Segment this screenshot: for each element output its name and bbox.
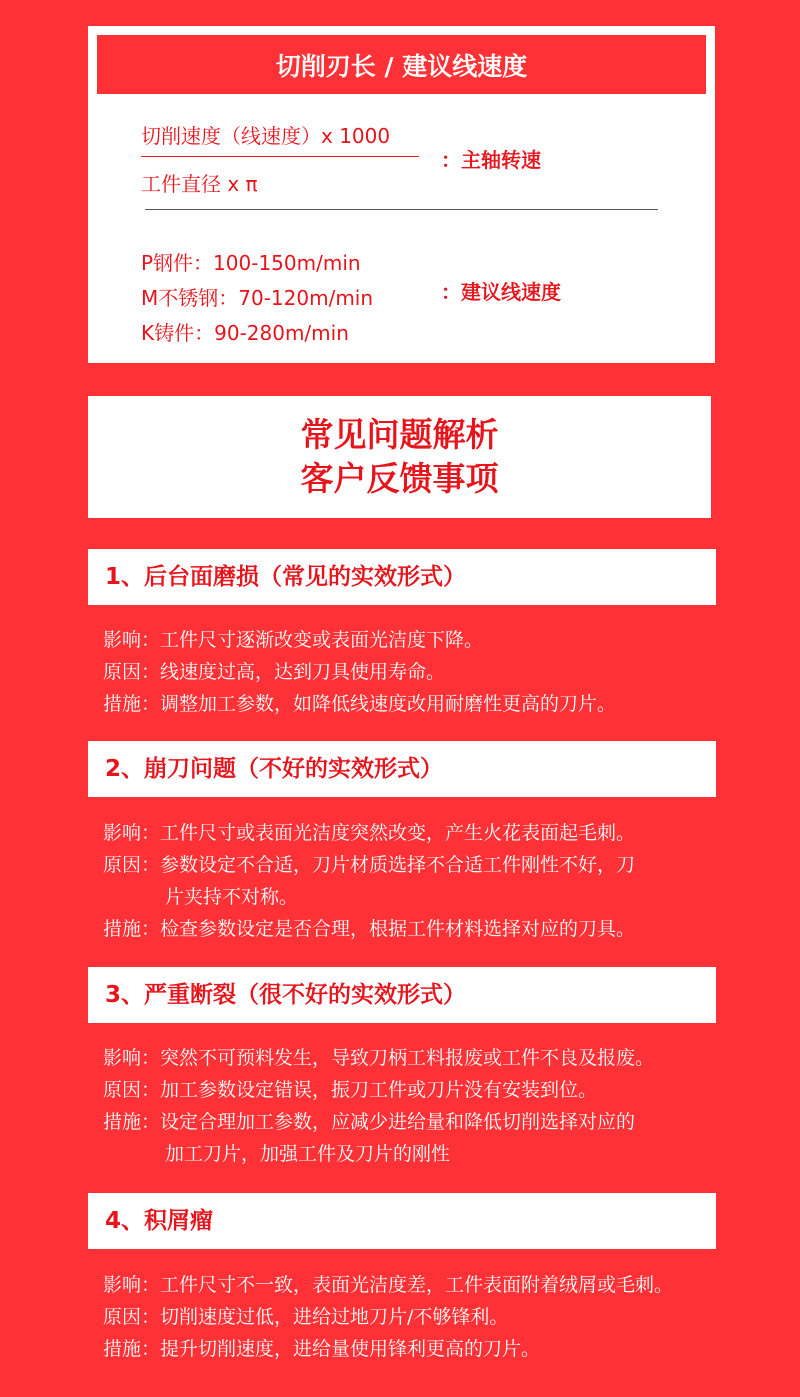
section-2-line: 影响：工件尺寸或表面光洁度突然改变，产生火花表面起毛刺。 xyxy=(103,822,636,844)
section-4-line: 措施：提升切削速度，进给量使用锋利更高的刀片。 xyxy=(103,1338,541,1360)
section-1-line: 措施：调整加工参数，如降低线速度改用耐磨性更高的刀片。 xyxy=(103,693,617,715)
section-4-line: 原因：切削速度过低，进给过地刀片/不够锋利。 xyxy=(103,1306,509,1328)
section-2-line: 片夹持不对称。 xyxy=(165,886,299,908)
section-1-line: 原因：线速度过高，达到刀具使用寿命。 xyxy=(103,661,446,683)
section-3-line: 措施：设定合理加工参数，应减少进给量和降低切削选择对应的 xyxy=(103,1111,636,1133)
divider xyxy=(145,209,658,210)
card-title: 切削刃长 / 建议线速度 xyxy=(97,35,706,94)
section-3-line: 原因：加工参数设定错误，振刀工件或刀片没有安装到位。 xyxy=(103,1079,598,1101)
faq-banner xyxy=(88,396,711,518)
formula-result: ：主轴转速 xyxy=(441,148,541,172)
formula-denominator: 工件直径 x π xyxy=(141,172,258,196)
section-1-line: 影响：工件尺寸逐渐改变或表面光洁度下降。 xyxy=(103,629,484,651)
banner-line-1: 常见问题解析 xyxy=(300,415,499,454)
section-3-line: 影响：突然不可预料发生，导致刀柄工料报废或工件不良及报废。 xyxy=(103,1047,655,1069)
section-4-heading: 4、积屑瘤 xyxy=(88,1193,716,1249)
section-2-heading: 2、崩刀问题（不好的实效形式） xyxy=(88,741,716,797)
section-3-line: 加工刀片，加强工件及刀片的刚性 xyxy=(165,1143,451,1165)
section-2-line: 原因：参数设定不合适，刀片材质选择不合适工件刚性不好，刀 xyxy=(103,854,636,876)
speed-formula-card xyxy=(88,26,715,363)
section-4-line: 影响：工件尺寸不一致，表面光洁度差，工件表面附着绒屑或毛刺。 xyxy=(103,1274,674,1296)
speed-p-steel: P钢件：100-150m/min xyxy=(141,251,361,275)
speed-result: ：建议线速度 xyxy=(441,280,561,304)
fraction-bar xyxy=(141,156,419,157)
section-3-heading: 3、严重断裂（很不好的实效形式） xyxy=(88,967,716,1023)
section-1-heading: 1、后台面磨损（常见的实效形式） xyxy=(88,549,716,605)
banner-line-2: 客户反馈事项 xyxy=(300,459,499,498)
formula-numerator: 切削速度（线速度）x 1000 xyxy=(141,124,391,148)
speed-k-cast: K铸件：90-280m/min xyxy=(141,321,349,345)
speed-m-stainless: M不锈钢：70-120m/min xyxy=(141,286,374,310)
section-2-line: 措施：检查参数设定是否合理，根据工件材料选择对应的刀具。 xyxy=(103,918,636,940)
